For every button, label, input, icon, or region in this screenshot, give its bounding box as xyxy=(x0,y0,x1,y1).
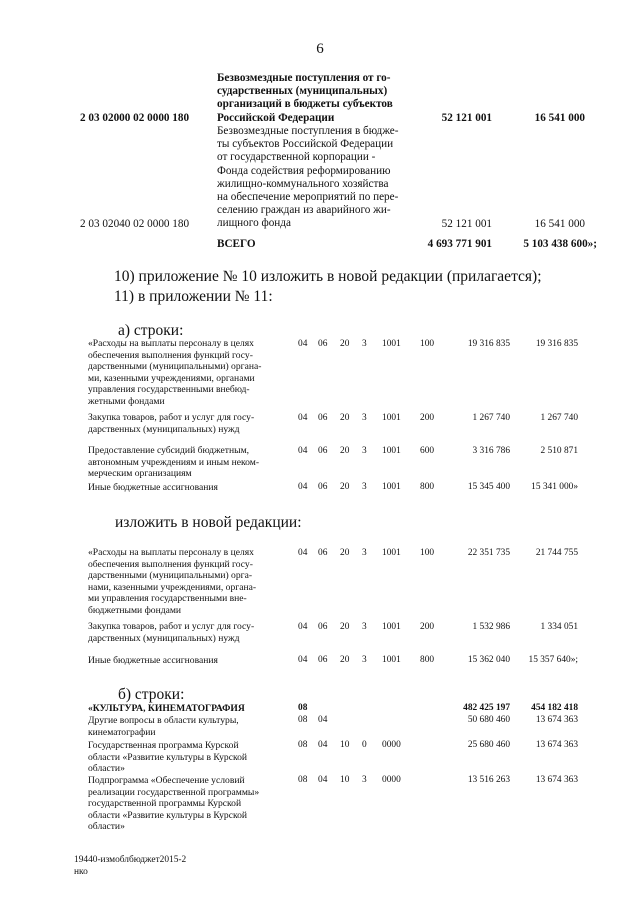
old-row-3-b: 3 xyxy=(362,446,367,456)
old-row-1-rz: 04 xyxy=(298,339,308,349)
old-row-2-b: 3 xyxy=(362,413,367,423)
old-row-2-desc: Закупка товаров, работ и услуг для госу- дарственных (муниципальных) нужд xyxy=(88,412,255,435)
culture-row-2-desc: Другие вопросы в области культуры, кинематографии xyxy=(88,715,239,738)
new-row-3-n1: 15 362 040 xyxy=(467,655,510,665)
old-row-3-desc: Предоставление субсидий бюджетным, автономным учреждениям и иным неком- мерческим организациям xyxy=(88,445,260,480)
new-row-2-n1: 1 532 986 xyxy=(472,622,510,632)
total-value-a: 4 693 771 901 xyxy=(427,238,492,250)
new-row-3-desc: Иные бюджетные ассигнования xyxy=(88,655,218,666)
footer-doc-id: 19440-измоблбюджет2015-2 xyxy=(74,855,187,865)
old-row-4-rz: 04 xyxy=(298,482,308,492)
culture-row-2-n1: 50 680 460 xyxy=(467,715,510,725)
old-row-3-rz: 04 xyxy=(298,446,308,456)
page-number: 6 xyxy=(316,41,324,57)
new-row-1-a: 20 xyxy=(340,548,350,558)
culture-row-1-desc: «КУЛЬТУРА, КИНЕМАТОГРАФИЯ xyxy=(88,703,245,714)
old-row-1-b: 3 xyxy=(362,339,367,349)
culture-row-1-n2: 454 182 418 xyxy=(531,703,578,713)
total-label: ВСЕГО xyxy=(217,238,256,250)
culture-row-1-rz: 08 xyxy=(298,703,308,713)
culture-row-4-pr: 04 xyxy=(318,775,328,785)
culture-row-2-n2: 13 674 363 xyxy=(535,715,578,725)
culture-row-3-n1: 25 680 460 xyxy=(467,740,510,750)
new-row-2-a: 20 xyxy=(340,622,350,632)
new-row-1-d: 1001 xyxy=(382,548,401,558)
new-row-1-desc: «Расходы на выплаты персоналу в целях обеспечения выполнения функций госу- дарственными (муниципальными) орга- нами, казенными учреждениями, органа- ми управления государственными вне- бюджетными фондами xyxy=(88,547,257,616)
culture-row-2-rz: 08 xyxy=(298,715,308,725)
culture-row-3-n2: 13 674 363 xyxy=(535,740,578,750)
old-row-1-desc: «Расходы на выплаты персоналу в целях обеспечения выполнения функций госу- дарственными (муниципальными) органа- ми, казенными учреждениями, органами управления государственными внебюд- жетными фондами xyxy=(88,338,262,407)
old-row-2-rz: 04 xyxy=(298,413,308,423)
section-a-heading: а) строки: xyxy=(118,322,184,339)
budget-desc-2: Безвозмездные поступления в бюдже- ты субъектов Российской Федерации от государственной корпорации - Фонда содействия реформированию жилищно-коммунального хозяйства на обеспечение мероприятий по пере- селению граждан из аварийного жи- лищного фонда xyxy=(217,125,399,230)
old-row-2-n2: 1 267 740 xyxy=(540,413,578,423)
old-row-4-e: 800 xyxy=(420,482,435,492)
old-row-4-d: 1001 xyxy=(382,482,401,492)
new-row-1-rz: 04 xyxy=(298,548,308,558)
old-row-3-n1: 3 316 786 xyxy=(472,446,510,456)
culture-row-4-b: 3 xyxy=(362,775,367,785)
old-row-4-pr: 06 xyxy=(318,482,328,492)
old-row-2-a: 20 xyxy=(340,413,350,423)
new-row-1-pr: 06 xyxy=(318,548,328,558)
budget-value-2b: 16 541 000 xyxy=(534,218,585,230)
new-row-3-a: 20 xyxy=(340,655,350,665)
old-row-1-d: 1001 xyxy=(382,339,401,349)
budget-code-1: 2 03 02000 02 0000 180 xyxy=(80,112,190,124)
old-row-3-n2: 2 510 871 xyxy=(540,446,578,456)
old-row-2-e: 200 xyxy=(420,413,435,423)
culture-row-3-a: 10 xyxy=(340,740,350,750)
new-row-2-e: 200 xyxy=(420,622,435,632)
new-row-1-b: 3 xyxy=(362,548,367,558)
new-row-2-b: 3 xyxy=(362,622,367,632)
culture-row-3-rz: 08 xyxy=(298,740,308,750)
new-row-1-n2: 21 744 755 xyxy=(535,548,578,558)
footer-author: нко xyxy=(74,867,88,877)
culture-row-3-desc: Государственная программа Курской области «Развитие культуры в Курской области» xyxy=(88,740,248,775)
old-row-4-n2: 15 341 000» xyxy=(531,482,578,492)
culture-row-4-n1: 13 516 263 xyxy=(467,775,510,785)
new-row-3-b: 3 xyxy=(362,655,367,665)
culture-row-3-pr: 04 xyxy=(318,740,328,750)
old-row-4-b: 3 xyxy=(362,482,367,492)
total-value-b: 5 103 438 600»; xyxy=(523,238,597,250)
old-row-3-a: 20 xyxy=(340,446,350,456)
old-row-2-d: 1001 xyxy=(382,413,401,423)
new-row-2-desc: Закупка товаров, работ и услуг для госу- дарственных (муниципальных) нужд xyxy=(88,621,255,644)
new-edition-heading: изложить в новой редакции: xyxy=(115,514,302,531)
old-row-1-n2: 19 316 835 xyxy=(535,339,578,349)
old-row-3-e: 600 xyxy=(420,446,435,456)
new-row-3-rz: 04 xyxy=(298,655,308,665)
new-row-1-n1: 22 351 735 xyxy=(467,548,510,558)
new-row-1-e: 100 xyxy=(420,548,435,558)
old-row-1-pr: 06 xyxy=(318,339,328,349)
culture-row-3-b: 0 xyxy=(362,740,367,750)
old-row-4-desc: Иные бюджетные ассигнования xyxy=(88,482,218,493)
old-row-3-pr: 06 xyxy=(318,446,328,456)
old-row-2-pr: 06 xyxy=(318,413,328,423)
budget-desc-1: Безвозмездные поступления от го- сударственных (муниципальных) организаций в бюджеты субъектов Российской Федерации xyxy=(217,72,393,124)
old-row-1-e: 100 xyxy=(420,339,435,349)
old-row-2-n1: 1 267 740 xyxy=(472,413,510,423)
culture-row-4-a: 10 xyxy=(340,775,350,785)
culture-row-4-n2: 13 674 363 xyxy=(535,775,578,785)
budget-code-2: 2 03 02040 02 0000 180 xyxy=(80,218,190,230)
budget-value-2a: 52 121 001 xyxy=(441,218,492,230)
new-row-2-n2: 1 334 051 xyxy=(540,622,578,632)
instruction-11: 11) в приложении № 11: xyxy=(114,288,273,305)
old-row-3-d: 1001 xyxy=(382,446,401,456)
new-row-2-d: 1001 xyxy=(382,622,401,632)
budget-value-1b: 16 541 000 xyxy=(534,112,585,124)
culture-row-4-desc: Подпрограмма «Обеспечение условий реализации государственной программы» государственной программы Курской области «Развитие культуры в Курской области» xyxy=(88,775,260,833)
old-row-1-n1: 19 316 835 xyxy=(467,339,510,349)
new-row-2-rz: 04 xyxy=(298,622,308,632)
new-row-3-pr: 06 xyxy=(318,655,328,665)
budget-value-1a: 52 121 001 xyxy=(441,112,492,124)
old-row-1-a: 20 xyxy=(340,339,350,349)
new-row-2-pr: 06 xyxy=(318,622,328,632)
culture-row-3-d: 0000 xyxy=(382,740,401,750)
old-row-4-n1: 15 345 400 xyxy=(467,482,510,492)
section-b-heading: б) строки: xyxy=(118,686,185,703)
culture-row-4-rz: 08 xyxy=(298,775,308,785)
new-row-3-n2: 15 357 640»; xyxy=(528,655,578,665)
new-row-3-d: 1001 xyxy=(382,655,401,665)
new-row-3-e: 800 xyxy=(420,655,435,665)
old-row-4-a: 20 xyxy=(340,482,350,492)
culture-row-1-n1: 482 425 197 xyxy=(463,703,510,713)
instruction-10: 10) приложение № 10 изложить в новой редакции (прилагается); xyxy=(114,268,542,285)
culture-row-4-d: 0000 xyxy=(382,775,401,785)
culture-row-2-pr: 04 xyxy=(318,715,328,725)
